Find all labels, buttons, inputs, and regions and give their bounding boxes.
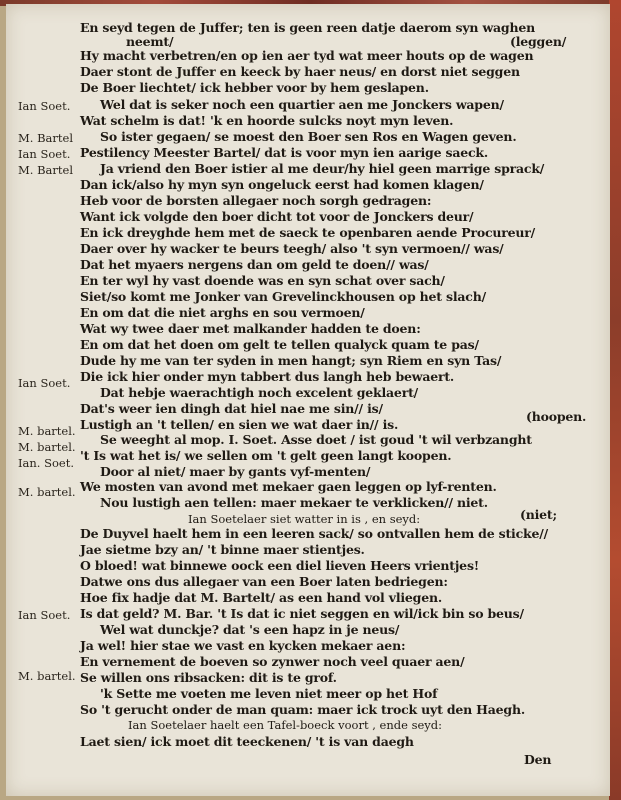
speaker-name: M. Bartel [18,131,73,145]
speaker-name: M. bartel. [18,485,76,499]
speaker-name: Ian Soet. [18,608,71,622]
verse-line: Dat hebje waerachtigh noch excelent geklaert/ [100,385,419,400]
verse-line: En om dat het doen om gelt te tellen qualyck quam te pas/ [80,337,479,352]
verse-line: Dude hy me van ter syden in men hangt; syn Riem en syn Tas/ [80,353,502,368]
verse-line: (niet; [520,507,557,522]
verse-line: Siet/so komt me Jonker van Grevelinckhousen op het slach/ [80,289,486,304]
verse-line: Die ick hier onder myn tabbert dus langh heb bewaert. [80,369,455,384]
verse-line: De Boer liechtet/ ick hebber voor by hem geslapen. [80,80,429,95]
verse-line: Wat wy twee daer met malkander hadden te doen: [80,321,421,336]
verse-line: Dat's weer ien dingh dat hiel nae me sin// is/ [80,401,383,416]
verse-line: En seyd tegen de Juffer; ten is geen reen datje daerom syn waghen [80,20,536,35]
book-right-edge [609,0,621,800]
verse-line: Se weeght al mop. I. Soet. Asse doet / ist goud 't wil verbzanght [100,432,532,447]
verse-line: Heb voor de borsten allegaer noch sorgh gedragen: [80,193,432,208]
verse-line: Laet sien/ ick moet dit teeckenen/ 't is van daegh [80,734,414,749]
verse-line: We mosten van avond met mekaer gaen leggen op lyf-renten. [80,479,497,494]
verse-line: 'k Sette me voeten me leven niet meer op het Hof [100,686,438,701]
verse-line: So 't gerucht onder de man quam: maer ick trock uyt den Haegh. [80,702,526,717]
verse-line: Wat schelm is dat! 'k en hoorde sulcks noyt myn leven. [80,113,454,128]
verse-line: O bloed! wat binnewe oock een diel lieven Heers vrientjes! [80,558,480,573]
verse-line: Nou lustigh aen tellen: maer mekaer te verklicken// niet. [100,495,488,510]
speaker-name: M. bartel. [18,669,76,683]
verse-line: Jae sietme bzy an/ 't binne maer stientjes. [80,542,365,557]
speaker-name: Ian Soet. [18,147,71,161]
speaker-name: Ian Soet. [18,376,71,390]
speaker-name: M. bartel. [18,424,76,438]
verse-line: Daer stont de Juffer en keeck by haer neus/ en dorst niet seggen [80,64,520,79]
verse-line: En om dat die niet arghs en sou vermoen/ [80,305,365,320]
verse-line: Pestilency Meester Bartel/ dat is voor myn ien aarige saeck. [80,145,489,160]
verse-line: Lustigh an 't tellen/ en sien we wat daer in// is. [80,417,399,432]
verse-line: (leggen/ [510,34,567,49]
verse-line: En vernement de boeven so zynwer noch veel quaer aen/ [80,654,465,669]
verse-line: Is dat geld? M. Bar. 't Is dat ic niet seggen en wil/ick bin so beus/ [80,606,524,621]
book-page [6,4,610,796]
verse-line: Ja vriend den Boer istier al me deur/hy hiel geen marrige sprack/ [100,161,545,176]
speaker-name: Ian. Soet. [18,456,75,470]
verse-line: Dan ick/also hy myn syn ongeluck eerst had komen klagen/ [80,177,484,192]
speaker-name: M. bartel. [18,440,76,454]
verse-line: Dat het myaers nergens dan om geld te doen// was/ [80,257,429,272]
verse-line: De Duyvel haelt hem in een leeren sack/ so ontvallen hem de sticke// [80,526,548,541]
verse-line: Se willen ons ribsacken: dit is te grof. [80,670,337,685]
verse-line: Datwe ons dus allegaer van een Boer laten bedriegen: [80,574,448,589]
verse-line: Ja wel! hier stae we vast en kycken mekaer aen: [80,638,406,653]
speaker-name: Ian Soet. [18,99,71,113]
verse-line: (hoopen. [526,409,587,424]
verse-line: En ick dreyghde hem met de saeck te openbaren aende Procureur/ [80,225,536,240]
verse-line: Ian Soetelaer siet watter in is , en seyd: [188,512,421,526]
verse-line: Den [524,752,552,767]
verse-line: Door al niet/ maer by gants vyf-menten/ [100,464,371,479]
verse-line: Daer over hy wacker te beurs teegh/ also 't syn vermoen// was/ [80,241,504,256]
verse-line: 't Is wat het is/ we sellen om 't gelt geen langt koopen. [80,448,452,463]
verse-line: Hy macht verbetren/en op ien aer tyd wat meer houts op de wagen [80,48,534,63]
verse-line: Wel dat is seker noch een quartier aen me Jonckers wapen/ [100,97,504,112]
speaker-name: M. Bartel [18,163,73,177]
verse-line: Wel wat dunckje? dat 's een hapz in je neus/ [100,622,400,637]
verse-line: So ister gegaen/ se moest den Boer sen Ros en Wagen geven. [100,129,517,144]
verse-line: Ian Soetelaer haelt een Tafel-boeck voort , ende seyd: [128,718,443,732]
verse-line: Want ick volgde den boer dicht tot voor de Jonckers deur/ [80,209,474,224]
verse-line: neemt/ [126,34,174,49]
verse-line: Hoe fix hadje dat M. Bartelt/ as een hand vol vliegen. [80,590,443,605]
verse-line: En ter wyl hy vast doende was en syn schat over sach/ [80,273,445,288]
